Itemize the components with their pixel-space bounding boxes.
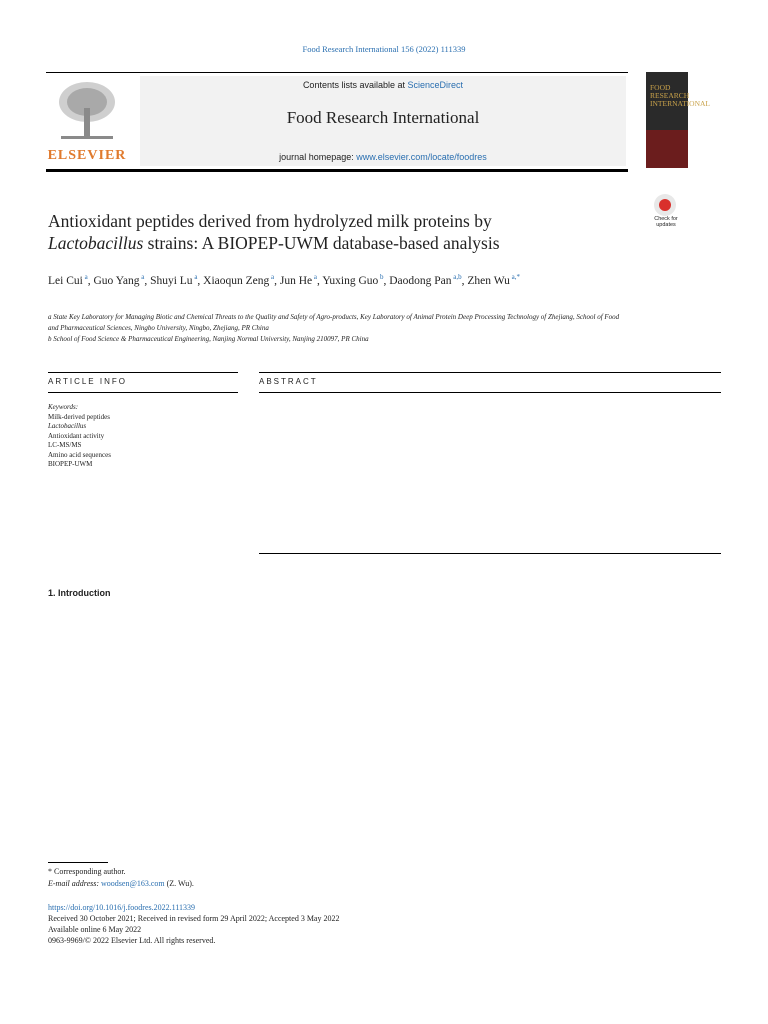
author-name[interactable]: Zhen Wu — [467, 274, 510, 287]
email-line — [48, 878, 628, 890]
footnote-rule — [48, 862, 108, 863]
author-affiliation-marker[interactable]: b — [378, 273, 384, 281]
affiliation-b: b School of Food Science & Pharmaceutical Engineering, Nanjing Normal University, Nanjing 210097, PR China — [48, 335, 369, 343]
journal-reference[interactable]: Food Research International 156 (2022) 111339 — [302, 44, 466, 54]
keyword-item: Lactobacillus — [48, 422, 87, 430]
author-affiliation-marker[interactable]: a — [312, 273, 318, 281]
affiliation-a: a State Key Laboratory for Managing Biotic and Chemical Threats to the Quality and Safety of Agro-products, Key Laboratory of Animal Protein Deep Processing Technology of Zhejiang, School of Food and Pharmaceutical Sciences, Ningbo University, Ningbo, Zhejiang, PR China — [48, 313, 620, 332]
info-rule-2 — [48, 392, 238, 393]
update-icon — [654, 194, 676, 216]
copyright-line: 0963-9969/© 2022 Elsevier Ltd. All rights reserved. — [48, 936, 216, 945]
title-genus: Lactobacillus — [48, 233, 144, 253]
author-affiliation-marker[interactable]: a,b — [451, 273, 462, 281]
section-heading-introduction: 1. Introduction — [48, 588, 111, 598]
email-link[interactable]: woodsen@163.com — [101, 879, 165, 888]
keyword-item: Antioxidant activity — [48, 431, 105, 440]
keywords-list — [48, 413, 238, 470]
homepage-prefix: journal homepage: — [279, 152, 354, 162]
author-affiliation-marker[interactable]: a — [82, 273, 88, 281]
article-metadata — [48, 902, 628, 946]
title-line-2 — [48, 232, 608, 254]
author-name[interactable]: Guo Yang — [93, 274, 140, 287]
title-line-1: Antioxidant peptides derived from hydrolyzed milk proteins by — [48, 211, 492, 231]
homepage-link[interactable]: www.elsevier.com/locate/foodres — [356, 152, 487, 162]
abstract-bottom-rule — [259, 553, 721, 554]
author-list: Lei Cui $^a$, Guo Yang $^a$, Shuyi Lu $^a$, Xiaoqun Zeng $^a$, Jun He $^a$, Yuxing Guo $^b$, Daodong Pan $^{a,b}$, Zhen Wu $^{a,*}$ — [48, 273, 520, 287]
journal-title: Food Research International — [286, 108, 480, 127]
elsevier-wordmark: ELSEVIER — [47, 148, 127, 163]
cover-title: FOOD RESEARCH INTERNATIONAL — [650, 83, 710, 108]
contents-line — [140, 80, 626, 90]
author-affiliation-marker[interactable]: a — [139, 273, 145, 281]
author-name[interactable]: Daodong Pan — [389, 274, 452, 287]
email-label: E-mail address: — [48, 879, 100, 888]
author-affiliation-marker[interactable]: a — [192, 273, 198, 281]
contents-prefix: Contents lists available at — [302, 80, 405, 90]
journal-cover[interactable] — [646, 72, 710, 168]
abstract-rule — [259, 372, 721, 373]
footnotes — [48, 866, 628, 890]
author-name[interactable]: Jun He — [279, 274, 313, 287]
author-affiliation-marker[interactable]: a — [269, 273, 275, 281]
keyword-item: Milk-derived peptides — [48, 412, 111, 421]
keyword-item: BIOPEP-UWM — [48, 460, 93, 468]
keywords-label: Keywords: — [48, 403, 79, 411]
article-info-heading: ARTICLE INFO — [48, 377, 127, 386]
check-for-updates-badge[interactable] — [646, 194, 686, 228]
title-rest: strains: A BIOPEP-UWM database-based analysis — [143, 233, 500, 253]
author-name[interactable]: Lei Cui — [48, 274, 83, 287]
abstract-rule-2 — [259, 392, 721, 393]
journal-homepage — [140, 152, 626, 162]
keywords-block — [48, 403, 238, 470]
email-suffix: (Z. Wu). — [166, 879, 194, 888]
badge-label: Check for updates — [654, 216, 678, 228]
keyword-item: Amino acid sequences — [48, 450, 111, 459]
sciencedirect-link[interactable]: ScienceDirect — [407, 80, 464, 90]
article-title — [48, 210, 608, 254]
author-name[interactable]: Shuyi Lu — [150, 274, 193, 287]
corresponding-author-note: * Corresponding author. — [48, 867, 126, 876]
cover-image — [646, 130, 688, 168]
available-online: Available online 6 May 2022 — [48, 925, 142, 934]
received-dates: Received 30 October 2021; Received in revised form 29 April 2022; Accepted 3 May 2022 — [48, 914, 340, 923]
affiliations — [48, 312, 628, 345]
author-name[interactable]: Yuxing Guo — [322, 274, 379, 287]
elsevier-logo — [46, 78, 128, 166]
info-rule — [48, 372, 238, 373]
doi-link[interactable]: https://doi.org/10.1016/j.foodres.2022.111339 — [48, 903, 196, 912]
abstract-heading: ABSTRACT — [259, 377, 318, 386]
author-affiliation-marker[interactable]: a,* — [509, 273, 520, 281]
author-name[interactable]: Xiaoqun Zeng — [203, 274, 270, 287]
tree-icon — [55, 78, 119, 142]
keyword-item: LC-MS/MS — [48, 441, 82, 449]
